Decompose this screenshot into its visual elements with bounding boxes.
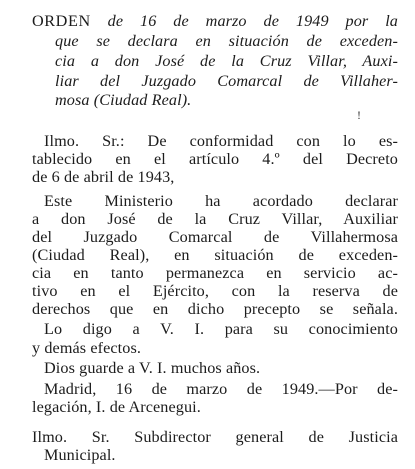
order-heading-line-2: que se declara en situación de exceden- <box>55 32 398 50</box>
notice-line-2: y demás efectos. <box>32 339 142 357</box>
order-heading-line-1 <box>32 12 398 30</box>
decision-line-1: Este Ministerio ha acordado declarar <box>44 192 398 210</box>
decision-line-2: a don José de la Cruz Villar, Auxiliar <box>32 210 398 228</box>
order-heading-line-3: cia a don José de la Cruz Villar, Auxi- <box>55 52 398 70</box>
salutation-line-3: de 6 de abril de 1943, <box>32 168 175 186</box>
notice-line-1: Lo digo a V. I. para su conocimiento <box>44 320 398 338</box>
addressee-line-1: Ilmo. Sr. Subdirector general de Justicia <box>32 428 398 446</box>
order-heading-date: de 16 de marzo de 1949 por la <box>107 12 398 30</box>
signature-line-2: legación, I. de Arcenegui. <box>32 398 201 416</box>
salutation-line-1: Ilmo. Sr.: De conformidad con lo es- <box>44 132 398 150</box>
addressee-line-2: Municipal. <box>44 446 116 464</box>
signature-line-1: Madrid, 16 de marzo de 1949.—Por de- <box>44 380 398 398</box>
decision-line-5: cia en tanto permanezca en servicio ac- <box>32 264 398 282</box>
order-lead-word: ORDEN <box>32 12 91 30</box>
order-heading-line-5: mosa (Ciudad Real). <box>55 91 192 109</box>
decision-line-4: (Ciudad Real), en situación de exceden- <box>32 246 398 264</box>
closing-line: Dios guarde a V. I. muchos años. <box>44 359 261 377</box>
decision-line-7: derechos que en dicho precepto se señala. <box>32 300 398 318</box>
order-heading-line-4: liar del Juzgado Comarcal de Villaher- <box>55 72 398 90</box>
salutation-line-2: tablecido en el artículo 4.º del Decreto <box>32 150 398 168</box>
decision-line-6: tivo en el Ejército, con la reserva de <box>32 282 398 300</box>
decision-line-3: del Juzgado Comarcal de Villahermosa <box>32 228 398 246</box>
stray-mark: ! <box>357 108 361 122</box>
